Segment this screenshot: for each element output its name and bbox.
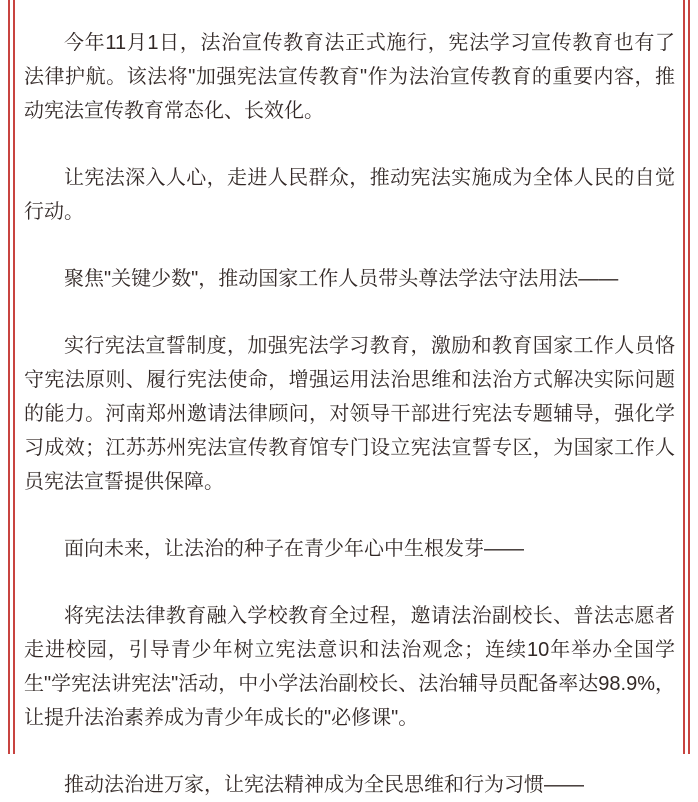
paragraph-law-effective: 今年11月1日，法治宣传教育法正式施行，宪法学习宣传教育也有了法律护航。该法将"加强宪法宣传教育"作为法治宣传教育的重要内容，推动宪法宣传教育常态化、长效化。 [24,32,675,122]
article-body [15,0,683,802]
paragraph-rule-of-law-households: 推动法治进万家，让宪法精神成为全民思维和行为习惯—— [64,774,584,796]
article-page [8,0,690,796]
paragraph-youth-heading: 面向未来，让法治的种子在青少年心中生根发芽—— [64,538,524,560]
paragraph-constitution-into-hearts: 让宪法深入人心，走进人民群众，推动宪法实施成为全体人民的自觉行动。 [24,167,675,223]
paragraph-oath-system: 实行宪法宣誓制度，加强宪法学习教育，激励和教育国家工作人员恪守宪法原则、履行宪法使命，增强运用法治思维和法治方式解决实际问题的能力。河南郑州邀请法律顾问，对领导干部进行宪法专题辅导，强化学习成效；江苏苏州宪法宣传教育馆专门设立宪法宣誓专区，为国家工作人员宪法宣誓提供保障。 [24,335,675,493]
paragraph-key-minority-heading: 聚焦"关键少数"，推动国家工作人员带头尊法学法守法用法—— [64,268,619,290]
paragraph-school-education: 将宪法法律教育融入学校教育全过程，邀请法治副校长、普法志愿者走进校园，引导青少年树立宪法意识和法治观念；连续10年举办全国学生"学宪法讲宪法"活动，中小学法治副校长、法治辅导员配备率达98.9%，让提升法治素养成为青少年成长的"必修课"。 [24,605,675,729]
